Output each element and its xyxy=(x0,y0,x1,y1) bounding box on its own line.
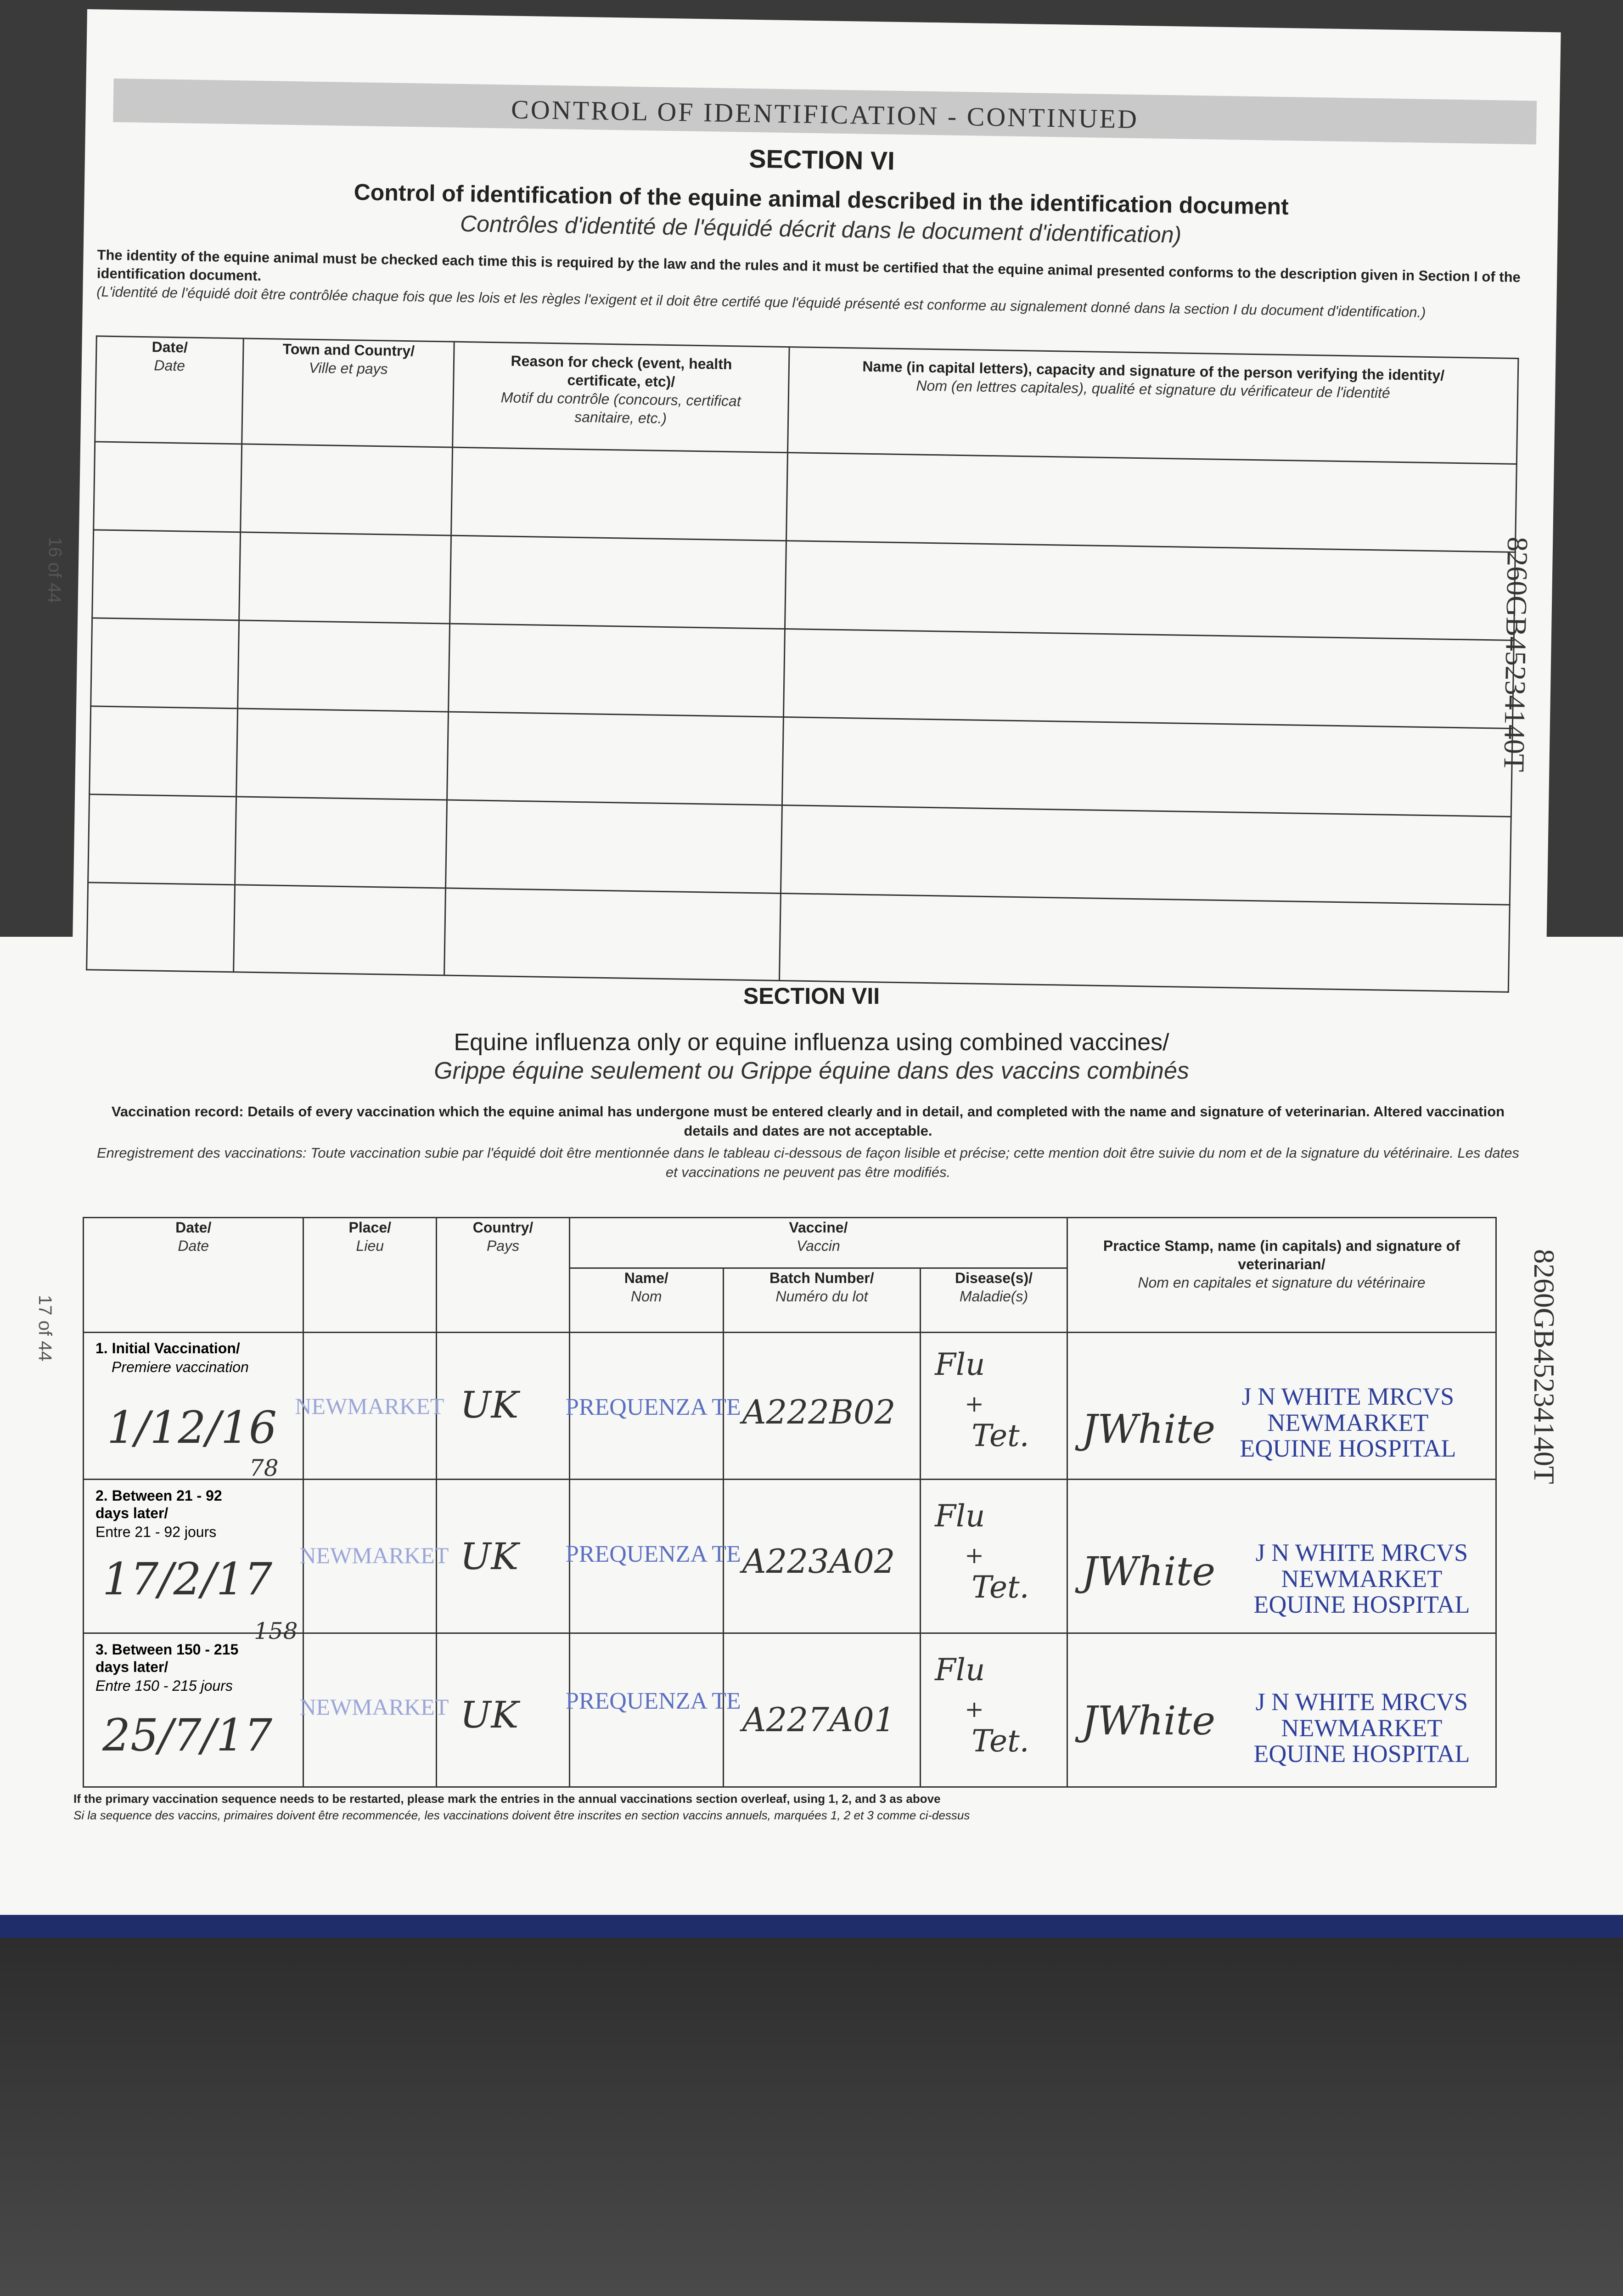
band-title: CONTROL OF IDENTIFICATION - CONTINUED xyxy=(511,94,1139,134)
row-label-fr: Premiere vaccination xyxy=(112,1359,249,1375)
disease-flu: Flu xyxy=(935,1652,985,1688)
practice-stamp-cell xyxy=(1067,1633,1496,1787)
header-reason: Reason for check (event, health certificate, etc)/ Motif du contrôle (concours, certificat sanitaire, etc.) xyxy=(453,342,789,452)
table-row xyxy=(84,1633,1496,1787)
empty-cell[interactable] xyxy=(88,794,236,885)
header-date: Date/ Date xyxy=(84,1218,303,1333)
row-label-fr: Entre 150 - 215 jours xyxy=(95,1677,233,1694)
row-label: 1. Initial Vaccination/ xyxy=(95,1340,240,1356)
empty-cell[interactable] xyxy=(451,447,787,540)
disease-plus: + xyxy=(965,1390,984,1417)
practice-stamp: J N WHITE MRCVS NEWMARKET EQUINE HOSPITAL xyxy=(1240,1383,1456,1463)
date-cell xyxy=(84,1633,303,1787)
scanner-background xyxy=(0,1919,1623,2296)
passport-id-code: 8260GB45234140T xyxy=(1528,1249,1561,1484)
place-stamp: NEWMARKET xyxy=(299,1542,449,1568)
page-number: 17 of 44 xyxy=(35,1295,55,1362)
empty-cell[interactable] xyxy=(447,712,783,805)
vet-signature: JWhite xyxy=(1081,1407,1216,1452)
place-cell xyxy=(299,1633,449,1787)
batch-number: A222B02 xyxy=(742,1393,896,1431)
page-number: 16 of 44 xyxy=(44,536,65,603)
passport-id-code: 8260GB45234140T xyxy=(1498,536,1534,772)
header-practice-stamp: Practice Stamp, name (in capitals) and signature of veterinarian/ Nom en capitales et signature du vétérinaire xyxy=(1067,1218,1496,1333)
identity-check-table xyxy=(86,335,1519,993)
intro-text-fr: Enregistrement des vaccinations: Toute vaccination subie par l'équidé doit être mentionnée dans le tableau ci-dessous de façon lisible et précise; cette mention doit être suivie du nom et de la signature du vétérinaire. Les dates et vaccinations ne peuvent pas être modifiés. xyxy=(96,1145,1519,1180)
title-band xyxy=(113,79,1537,145)
empty-cell[interactable] xyxy=(781,805,1511,905)
section-heading-fr: Grippe équine seulement ou Grippe équine dans des vaccins combinés xyxy=(434,1058,1189,1084)
batch-number: A227A01 xyxy=(742,1700,895,1739)
empty-cell[interactable] xyxy=(94,442,242,532)
empty-cell[interactable] xyxy=(779,893,1510,992)
row-label: 3. Between 150 - 215 days later/ xyxy=(95,1641,239,1676)
place-stamp: NEWMARKET xyxy=(295,1393,444,1419)
empty-cell[interactable] xyxy=(87,883,235,972)
place-stamp: NEWMARKET xyxy=(299,1694,449,1720)
empty-cell[interactable] xyxy=(782,717,1512,817)
section-heading-en: Equine influenza only or equine influenza using combined vaccines/ xyxy=(454,1029,1169,1056)
disease-flu: Flu xyxy=(935,1498,985,1534)
header-vaccine: Vaccine/ Vaccin xyxy=(569,1218,1067,1268)
empty-cell[interactable] xyxy=(785,541,1515,641)
handwritten-annotation: 158 xyxy=(254,1618,298,1644)
header-batch-number: Batch Number/ Numéro du lot xyxy=(723,1268,921,1333)
empty-cell[interactable] xyxy=(446,800,782,893)
disease-tet: Tet. xyxy=(972,1570,1029,1605)
header-date: Date/ Date xyxy=(95,336,243,444)
empty-cell[interactable] xyxy=(450,535,786,629)
country-cell xyxy=(437,1633,570,1787)
practice-stamp: J N WHITE MRCVS NEWMARKET EQUINE HOSPITAL xyxy=(1253,1688,1470,1768)
practice-stamp-cell xyxy=(1067,1333,1496,1480)
header-country: Country/ Pays xyxy=(437,1218,570,1333)
date-cell xyxy=(84,1480,303,1644)
batch-number: A223A02 xyxy=(742,1542,895,1581)
batch-cell xyxy=(723,1480,921,1633)
vet-signature: JWhite xyxy=(1081,1698,1216,1744)
country-value: UK xyxy=(460,1694,519,1736)
empty-cell[interactable] xyxy=(449,624,785,717)
empty-cell[interactable] xyxy=(786,453,1516,552)
disease-cell xyxy=(921,1480,1067,1633)
empty-cell[interactable] xyxy=(236,709,449,800)
section-title: SECTION VII xyxy=(743,983,880,1009)
intro-text-en: The identity of the equine animal must be checked each time this is required by the law and the rules and it must be certified that the equine animal presented conforms to the description given in Section I of the identification document. xyxy=(96,247,1521,286)
vaccination-date: 25/7/17 xyxy=(102,1710,273,1761)
handwritten-annotation: 78 xyxy=(249,1455,279,1481)
intro-text-fr: (L'identité de l'équidé doit être contrôlée chaque fois que les lois et les règles l'exigent et il doit être certifé que l'équidé présenté est conforme au signalement donné dans la section I du document d'identification.) xyxy=(96,283,1426,321)
vaccine-name-stamp: PREQUENZA TE xyxy=(565,1541,741,1567)
empty-cell[interactable] xyxy=(92,530,241,620)
vaccine-name-stamp: PREQUENZA TE xyxy=(565,1394,741,1420)
header-town-country: Town and Country/ Ville et pays xyxy=(241,338,454,447)
country-value: UK xyxy=(460,1384,519,1426)
empty-cell[interactable] xyxy=(233,885,446,975)
date-cell xyxy=(84,1333,303,1480)
vaccine-name-cell xyxy=(565,1480,741,1633)
vaccine-name-cell xyxy=(565,1633,741,1787)
practice-stamp-cell xyxy=(1067,1480,1496,1633)
empty-cell[interactable] xyxy=(90,706,238,797)
vaccination-date: 1/12/16 xyxy=(107,1402,277,1453)
intro-text-en: Vaccination record: Details of every vaccination which the equine animal has undergone must be entered clearly and in detail, and completed with the name and signature of veterinarian. Altered vaccination details and dates are not acceptable. xyxy=(111,1103,1505,1139)
empty-cell[interactable] xyxy=(91,618,239,709)
batch-cell xyxy=(723,1633,921,1787)
row-label-fr: Entre 21 - 92 jours xyxy=(95,1524,217,1540)
place-cell xyxy=(295,1333,444,1480)
practice-stamp: J N WHITE MRCVS NEWMARKET EQUINE HOSPITAL xyxy=(1253,1539,1470,1619)
disease-tet: Tet. xyxy=(972,1723,1029,1759)
section-heading-en: Control of identification of the equine animal described in the identification document xyxy=(354,179,1289,220)
empty-cell[interactable] xyxy=(235,797,447,888)
vaccination-date: 17/2/17 xyxy=(102,1553,273,1605)
country-value: UK xyxy=(460,1535,519,1578)
table-row xyxy=(84,1480,1496,1633)
page-17 xyxy=(0,937,1623,1915)
table-row xyxy=(84,1333,1496,1480)
country-cell xyxy=(437,1480,570,1633)
vet-signature: JWhite xyxy=(1081,1549,1216,1595)
section-title: SECTION VI xyxy=(748,144,895,175)
header-verifier: Name (in capital letters), capacity and signature of the person verifying the identity/ Nom (en lettres capitales), qualité et signature du vérificateur de l'identité xyxy=(787,347,1518,464)
disease-flu: Flu xyxy=(935,1347,985,1382)
disease-tet: Tet. xyxy=(972,1418,1029,1453)
page-16 xyxy=(44,9,1561,990)
empty-cell[interactable] xyxy=(237,620,450,712)
footnote-en: If the primary vaccination sequence needs to be restarted, please mark the entries in the annual vaccinations section overleaf, using 1, 2, and 3 as above xyxy=(73,1792,941,1806)
empty-cell[interactable] xyxy=(444,888,781,980)
empty-cell[interactable] xyxy=(240,444,453,535)
empty-cell[interactable] xyxy=(239,532,451,624)
batch-cell xyxy=(723,1333,921,1480)
row-label: 2. Between 21 - 92 days later/ xyxy=(95,1487,222,1522)
place-cell xyxy=(299,1480,449,1633)
vaccine-name-stamp: PREQUENZA TE xyxy=(565,1688,741,1714)
disease-plus: + xyxy=(965,1696,984,1722)
vaccine-name-cell xyxy=(565,1333,741,1480)
disease-plus: + xyxy=(965,1542,984,1569)
disease-cell xyxy=(921,1333,1067,1480)
empty-cell[interactable] xyxy=(783,629,1514,729)
footnote-fr: Si la sequence des vaccins, primaires doivent être recommencée, les vaccinations doivent être inscrites en section vaccins annuels, marquées 1, 2 et 3 comme ci-dessus xyxy=(73,1808,970,1822)
header-place: Place/ Lieu xyxy=(303,1218,437,1333)
header-vaccine-name: Name/ Nom xyxy=(569,1268,723,1333)
section-heading-fr: Contrôles d'identité de l'équidé décrit dans le document d'identification) xyxy=(460,210,1182,248)
vaccination-table xyxy=(83,1217,1497,1788)
header-diseases: Disease(s)/ Maladie(s) xyxy=(921,1268,1067,1333)
country-cell xyxy=(437,1333,570,1480)
disease-cell xyxy=(921,1633,1067,1787)
